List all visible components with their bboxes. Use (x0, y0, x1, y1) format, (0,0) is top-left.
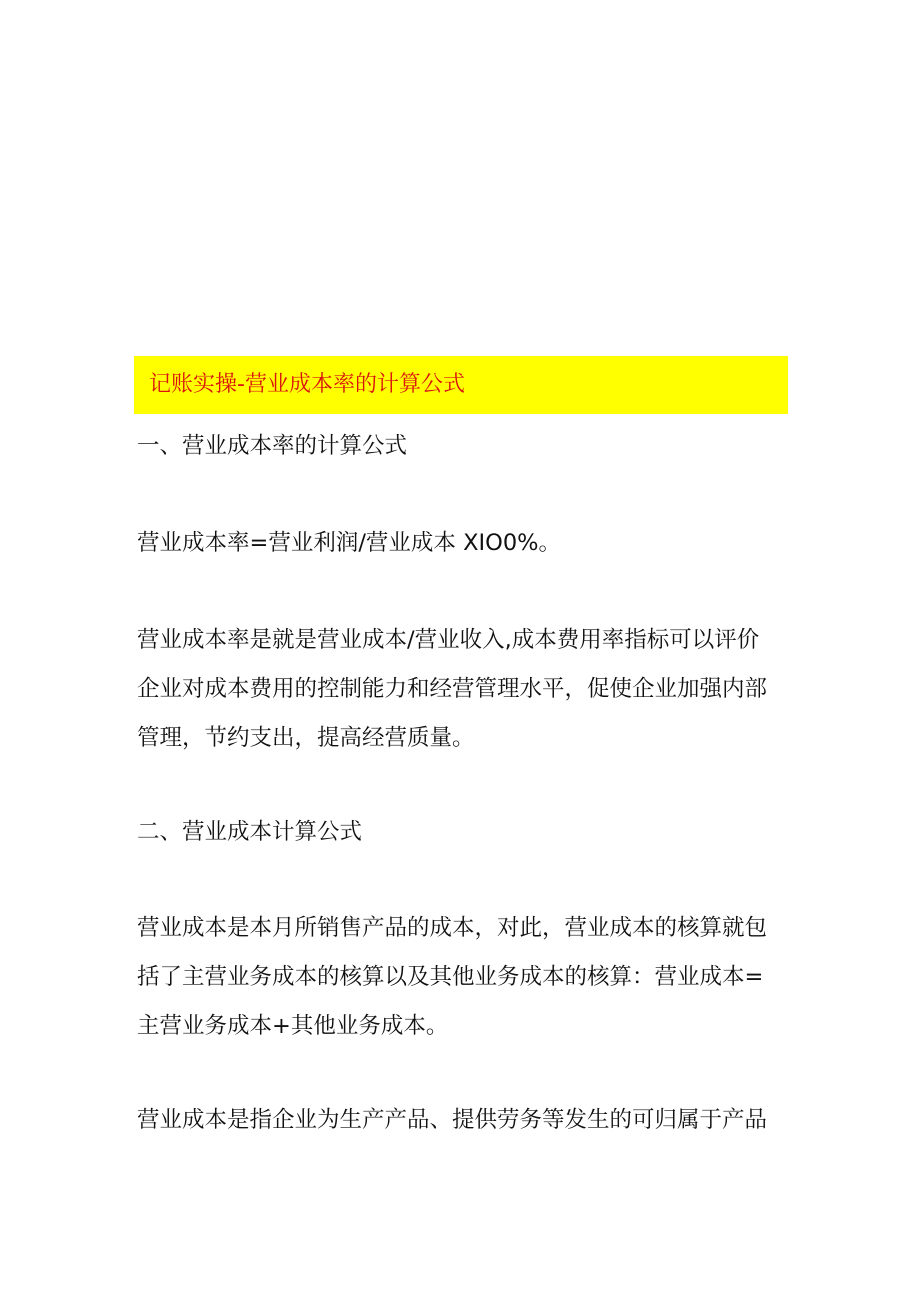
paragraph-line: 营业成本率=营业利润/营业成本 XIO0%。 (137, 530, 562, 556)
section-heading-1 (137, 422, 797, 471)
paragraph-line: 营业成本率是就是营业成本/营业收入,成本费用率指标可以评价 (137, 627, 760, 653)
heading-line: 一、营业成本率的计算公式 (137, 433, 408, 459)
definition-paragraph (137, 616, 797, 763)
cost-definition-paragraph (137, 1096, 797, 1145)
heading-line: 二、营业成本计算公式 (137, 819, 363, 845)
section-heading-2 (137, 808, 797, 857)
paragraph-line: 营业成本是本月所销售产品的成本，对此，营业成本的核算就包 (137, 915, 768, 941)
paragraph-line: 营业成本是指企业为生产产品、提供劳务等发生的可归属于产品 (137, 1107, 768, 1133)
document-title: 记账实操-营业成本率的计算公式 (149, 372, 465, 397)
paragraph-line: 主营业务成本+其他业务成本。 (137, 1013, 449, 1039)
paragraph-line: 管理，节约支出，提高经营质量。 (137, 725, 475, 751)
title-banner (134, 356, 788, 414)
paragraph-line: 括了主营业务成本的核算以及其他业务成本的核算：营业成本= (137, 964, 764, 990)
cost-calculation-paragraph (137, 904, 797, 1051)
formula-paragraph (137, 519, 797, 568)
paragraph-line: 企业对成本费用的控制能力和经营管理水平，促使企业加强内部 (137, 676, 768, 702)
